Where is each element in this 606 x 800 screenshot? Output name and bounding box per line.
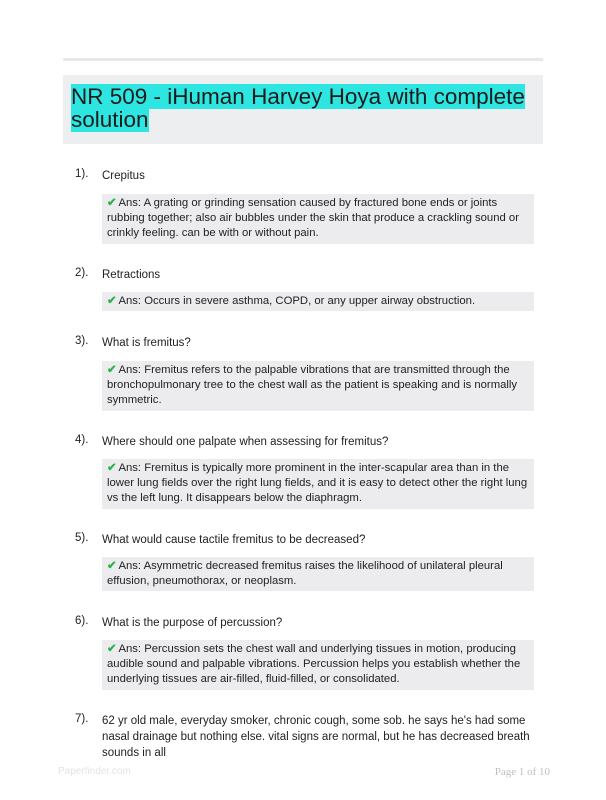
question-number: 1). bbox=[75, 168, 89, 180]
question-text: Retractions bbox=[102, 269, 161, 281]
question-number: 3). bbox=[75, 335, 89, 347]
answer-text: Ans: A grating or grinding sensation caused by fractured bone ends or joints rubbing together; also air bubbles under the skin that produce a crackling sound or crinkly feeling. can be with or without pain. bbox=[107, 197, 519, 240]
question-text: What is fremitus? bbox=[102, 337, 191, 349]
answer-box bbox=[102, 361, 534, 411]
answer-box bbox=[102, 292, 534, 311]
question-text: What is the purpose of percussion? bbox=[102, 617, 283, 629]
footer-watermark: Paperfinder.com bbox=[58, 766, 131, 777]
answer-text: Ans: Fremitus is typically more prominent in the inter-scapular area than in the lower lung fields over the right lung fields, and it is easy to detect other the right lung vs the left lung. It disappears below the diaphragm. bbox=[107, 462, 528, 505]
question-number: 2). bbox=[75, 267, 89, 279]
answer-text: Ans: Occurs in severe asthma, COPD, or any upper airway obstruction. bbox=[118, 295, 476, 307]
question-text: Crepitus bbox=[102, 170, 145, 182]
answer-text: Ans: Fremitus refers to the palpable vibrations that are transmitted through the bronchopulmonary tree to the chest wall as the patient is speaking and is normally symmetric. bbox=[107, 364, 518, 407]
check-icon: ✔ bbox=[107, 364, 117, 376]
check-icon: ✔ bbox=[107, 197, 117, 209]
page-title: NR 509 - iHuman Harvey Hoya with complete solution bbox=[71, 84, 525, 132]
answer-box bbox=[102, 459, 534, 509]
question-text: 62 yr old male, everyday smoker, chronic cough, some sob. he says he's had some nasal drainage but nothing else. vital signs are normal, but he has decreased breath sounds in all bbox=[102, 715, 530, 759]
question-number: 7). bbox=[75, 713, 89, 725]
question-text: What would cause tactile fremitus to be decreased? bbox=[102, 534, 366, 546]
answer-box bbox=[102, 194, 534, 244]
check-icon: ✔ bbox=[107, 295, 117, 307]
check-icon: ✔ bbox=[107, 462, 117, 474]
answer-text: Ans: Percussion sets the chest wall and underlying tissues in motion, producing audible sound and palpable vibrations. Percussion helps you establish whether the underlying tissues are air-filled, fluid-filled, or consolidated. bbox=[107, 643, 521, 686]
check-icon: ✔ bbox=[107, 560, 117, 572]
question-text: Where should one palpate when assessing for fremitus? bbox=[102, 436, 389, 448]
top-divider bbox=[63, 58, 543, 61]
answer-box bbox=[102, 640, 534, 690]
question-number: 6). bbox=[75, 615, 89, 627]
check-icon: ✔ bbox=[107, 643, 117, 655]
page-number: Page 1 of 10 bbox=[494, 766, 550, 778]
answer-text: Ans: Asymmetric decreased fremitus raises the likelihood of unilateral pleural effusion, pneumothorax, or neoplasm. bbox=[107, 560, 503, 588]
title-banner bbox=[63, 75, 543, 144]
answer-box bbox=[102, 557, 534, 591]
question-number: 5). bbox=[75, 532, 89, 544]
question-number: 4). bbox=[75, 434, 89, 446]
